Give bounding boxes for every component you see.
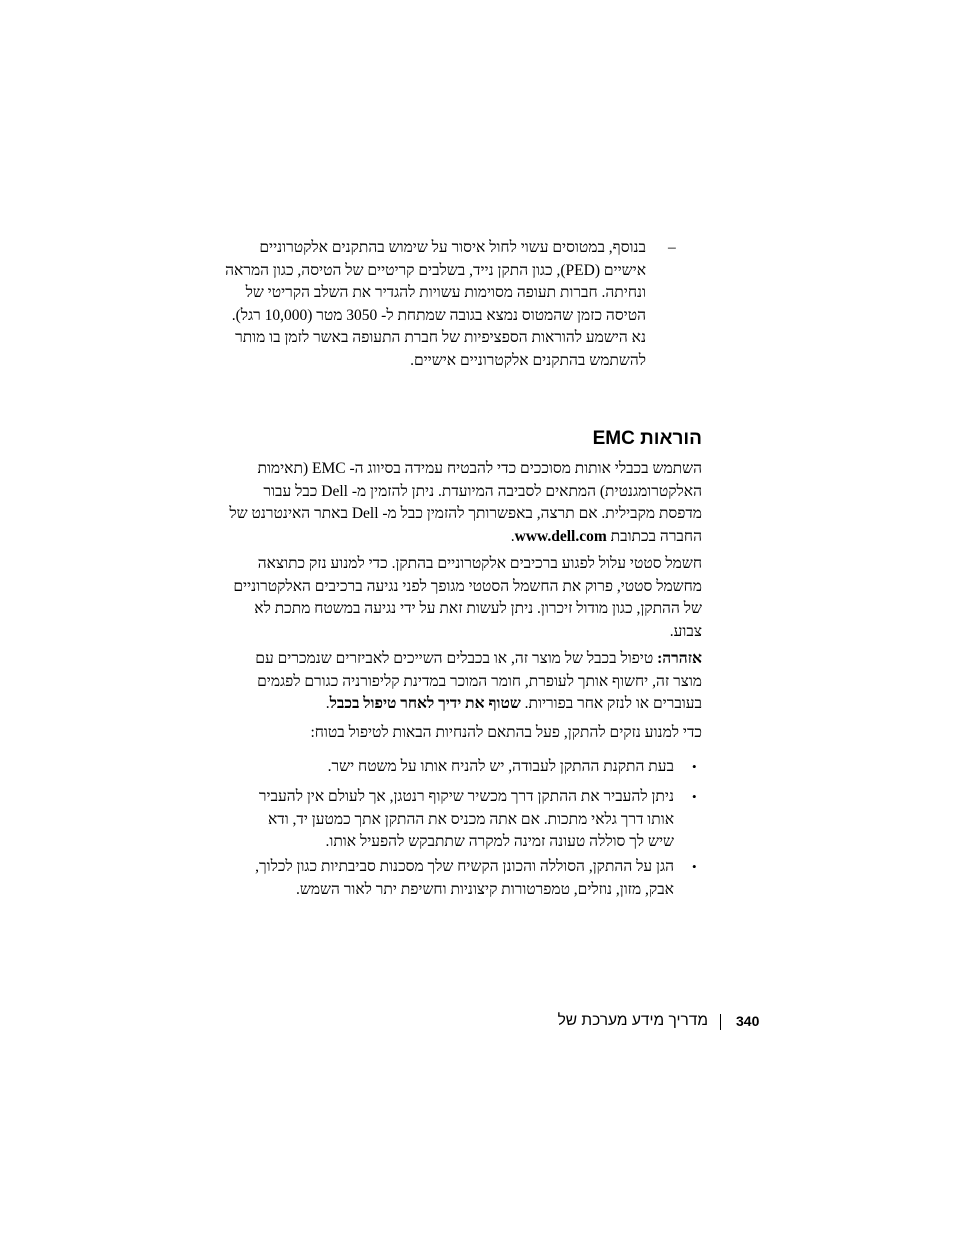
warning-bold-instruction: שטוף את ידיך לאחר טיפול בכבל (329, 695, 521, 713)
warning-paragraph (228, 648, 702, 716)
page-number: 340 (736, 1013, 760, 1029)
warning-label: אזהרה: (657, 650, 702, 667)
warning-end: . (325, 695, 330, 713)
dell-website-link[interactable]: www.dell.com (514, 527, 607, 545)
list-item: הגן על ההתקן, הסוללה והכונן הקשיח שלך מסכנות סביבתיות כגון לכלוך, אבק, מזון, נוזלים, טמפרטורות קיצוניות וחשיפת יתר לאור השמש. (255, 858, 674, 898)
list-item: ניתן להעביר את ההתקן דרך מכשיר שיקוף רנטגן, אך לעולם אין להעביר אותו דרך גלאי מתכות. אם אתה מכניס את ההתקן אתך כמטען יד, ודא שיש לך סוללה טעונה זמינה למקרה שתתבקש להפעיל אותו. (258, 788, 674, 851)
list-item: בעת התקנת ההתקן לעבודה, יש להניח אותו על משטח ישר. (327, 758, 674, 775)
footer-title: מדריך מידע מערכת של (557, 1012, 708, 1029)
handling-intro-paragraph: כדי למנוע נזקים להתקן, פעל בהתאם להנחיות הבאות לטיפול בטוח: (310, 724, 702, 741)
warning-text: טיפול בכבל של מוצר זה, או בכבלים השייכים לאביזרים שנמכרים עם מוצר זה, יחשוף אותך לעופרת, חומר המוכר במדינת קליפורניה כגורם לפגמים בעוברים או לנזק אחר בפוריות. (255, 650, 702, 713)
emc-text: השתמש בכבלי אותות מסוככים כדי להבטיח עמידה בסיווג ה- EMC (תאימות האלקטרומגנטית) המתאים לסביבה המיועדת. ניתן להזמין מ- Dell כבל עבור מדפסת מקבילית. אם תרצה, באפשרותך להזמין כבל מ- Dell באתר האינטרנט של החברה בכתובת (229, 460, 702, 545)
emc-end: . (510, 527, 515, 545)
bullet-marker: • (692, 789, 697, 804)
bullet-marker: • (692, 859, 697, 874)
static-electricity-paragraph: חשמל סטטי עלול לפגוע ברכיבים אלקטרוניים בהתקן. כדי למנוע נזק כתוצאה מחשמל סטטי, פרוק את החשמל הסטטי מגופך לפני נגיעה ברכיבים האלקטרוניים של ההתקן, כגון מודול זיכרון. ניתן לעשות זאת על ידי נגיעה במשטח מתכת לא צבוע. (233, 555, 702, 640)
list-dash-marker: – (668, 239, 676, 256)
emc-paragraph (228, 458, 702, 548)
footer-separator (720, 1014, 721, 1030)
section-heading-emc: הוראות EMC (592, 428, 702, 449)
bullet-marker: • (692, 759, 697, 774)
dash-list-item: בנוסף, במטוסים עשוי לחול איסור על שימוש בהתקנים אלקטרוניים אישיים (PED), כגון התקן נייד, בשלבים קריטיים של הטיסה, כגון המראה ונחיתה. חברות תעופה מסוימות עשויות להגדיר את השלב הקריטי של הטיסה כזמן שהמטוס נמצא בגובה שמתחת ל- 3050 מטר (10,000 רגל). נא הישמע להוראות הספציפיות של חברת התעופה באשר לזמן בו מותר להשתמש בהתקנים אלקטרוניים אישיים. (225, 239, 646, 369)
